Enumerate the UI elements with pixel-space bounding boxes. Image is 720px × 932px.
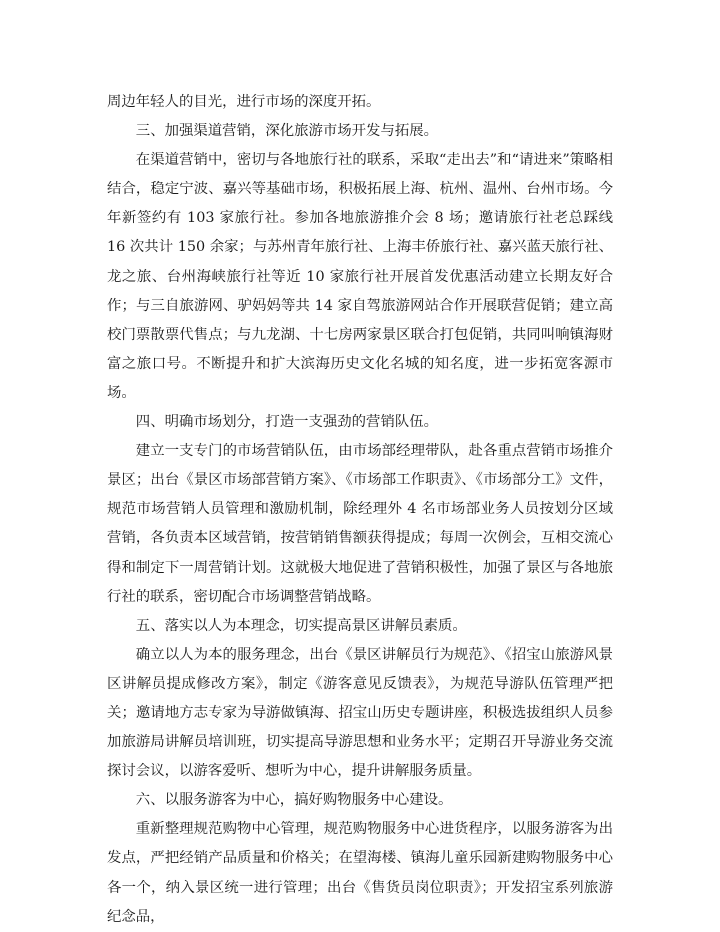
section-heading-6: 六、以服务游客为中心，搞好购物服务中心建设。 bbox=[135, 792, 453, 809]
section-heading-3: 三、加强渠道营销，深化旅游市场开发与拓展。 bbox=[135, 123, 439, 140]
paragraph-guide-quality: 确立以人为本的服务理念，出台《景区讲解员行为规范》、《招宝山旅游风景区讲解员提成修改方案》，制定《游客意见反馈表》，为规范导游队伍管理严把关；邀请地方志专家为导游做镇海、招宝山历史专题讲座，积极选拔组织人员参加旅游局讲解员培训班，切实提高导游思想和业务水平；定期召开导游业务交流探讨会议，以游客爱听、想听为中心，提升讲解服务质量。 bbox=[107, 646, 613, 780]
document-body bbox=[107, 88, 613, 932]
section-heading-5: 五、落实以人为本理念，切实提高景区讲解员素质。 bbox=[135, 617, 467, 634]
paragraph-shopping-center: 重新整理规范购物中心管理，规范购物服务中心进货程序，以服务游客为出发点，严把经销产品质量和价格关；在望海楼、镇海儿童乐园新建购物服务中心各一个，纳入景区统一进行管理；出台《售货员岗位职责》；开发招宝系列旅游纪念品， bbox=[107, 821, 613, 925]
paragraph-continuation: 周边年轻人的目光，进行市场的深度开拓。 bbox=[107, 94, 381, 110]
paragraph-channel-marketing: 在渠道营销中，密切与各地旅行社的联系，采取“走出去”和“请进来”策略相结合，稳定宁波、嘉兴等基础市场，积极拓展上海、杭州、温州、台州市场。今年新签约有 103 家旅行社。参加各地旅游推介会 8 场；邀请旅行社老总踩线 16 次共计 150 余家；与苏州青年旅行社、上海丰侨旅行社、嘉兴蓝天旅行社、龙之旅、台州海峡旅行社等近 10 家旅行社开展首发优惠活动建立长期友好合作；与三自旅游网、驴妈妈等共 14 家自驾旅游网站合作开展联营促销；建立高校门票散票代售点；与九龙湖、十七房两家景区联合打包促销，共同叫响镇海财富之旅口号。不断提升和扩大滨海历史文化名城的知名度，进一步拓宽客源市场。 bbox=[107, 152, 613, 401]
paragraph-marketing-team: 建立一支专门的市场营销队伍，由市场部经理带队，赴各重点营销市场推介景区；出台《景区市场部营销方案》、《市场部工作职责》、《市场部分工》文件，规范市场营销人员管理和激励机制，除经理外 4 名市场部业务人员按划分区域营销，各负责本区域营销，按营销销售额获得提成；每周一次例会，互相交流心得和制定下一周营销计划。这就极大地促进了营销积极性，加强了景区与各地旅行社的联系，密切配合市场调整营销战略。 bbox=[107, 443, 613, 605]
section-heading-4: 四、明确市场划分，打造一支强劲的营销队伍。 bbox=[135, 414, 439, 431]
